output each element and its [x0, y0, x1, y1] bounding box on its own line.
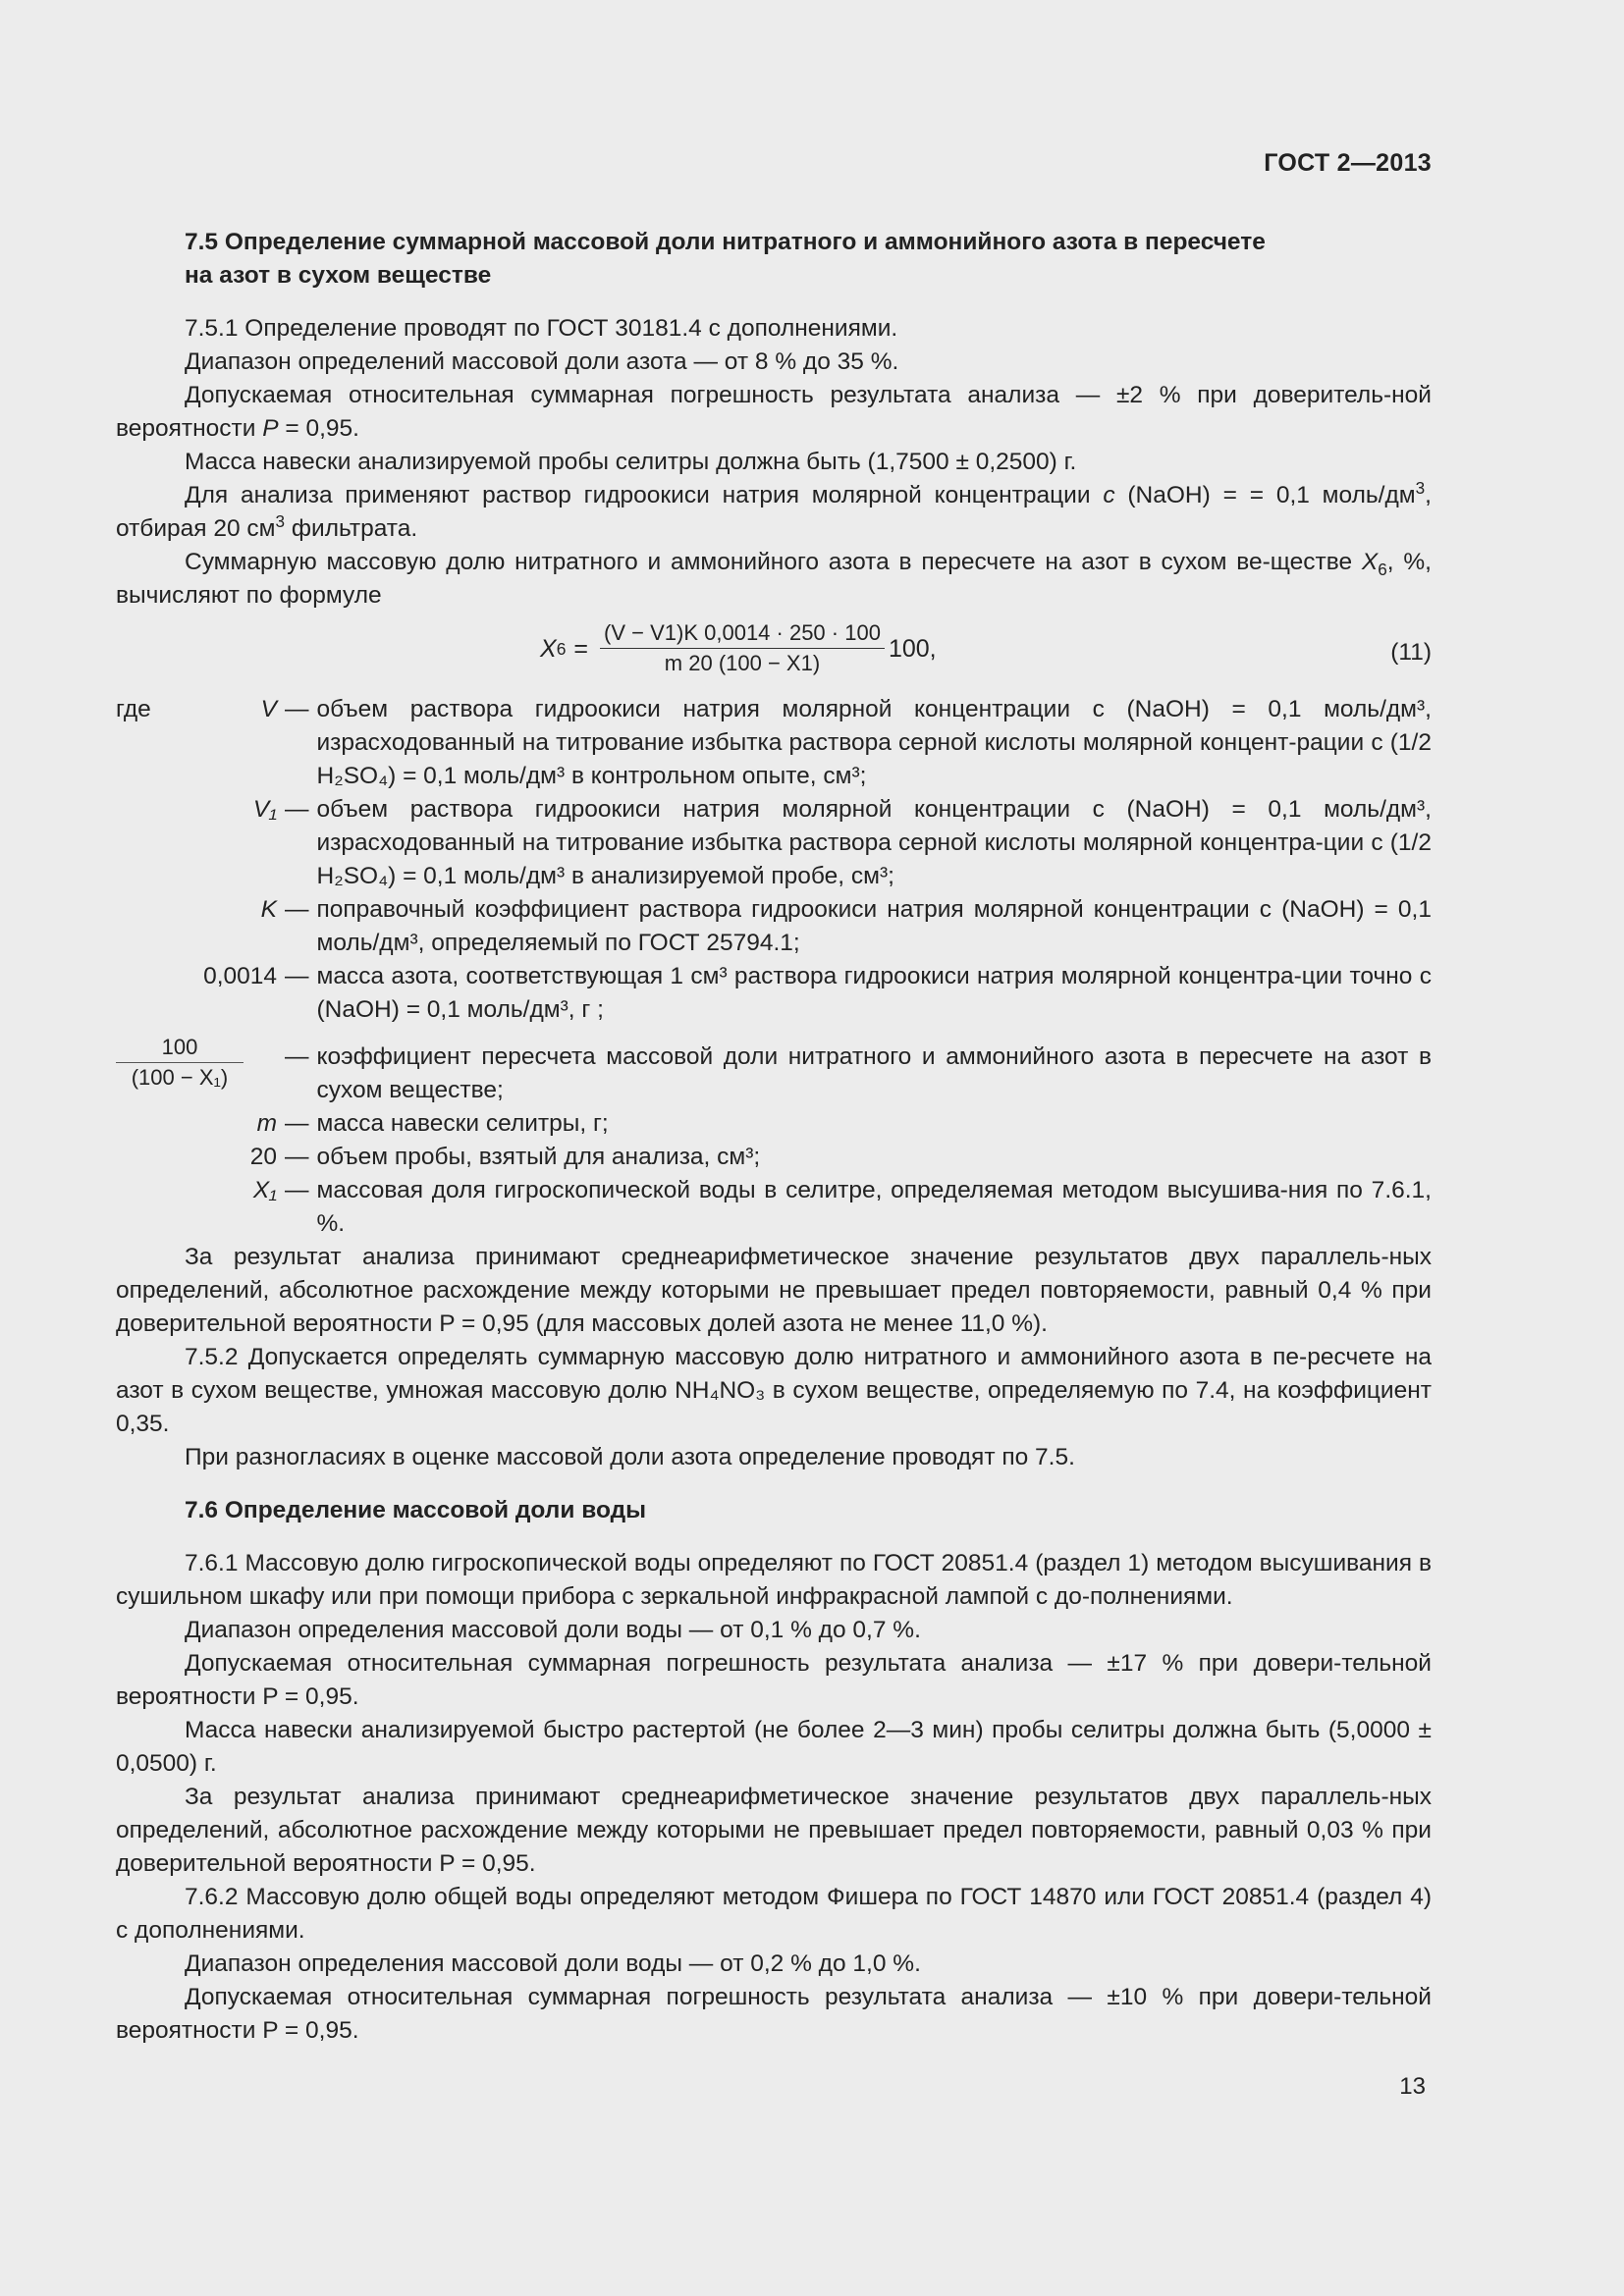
- where-symbol: K: [260, 896, 277, 923]
- text-run: (NaOH) = = 0,1 моль/дм: [1114, 482, 1416, 508]
- section-7-5-title: [185, 226, 1432, 293]
- where-description: поправочный коэффициент раствора гидроокиси натрия молярной концентрации c (NaOH) = 0,1 моль/дм³, определяемый по ГОСТ 25794.1;: [316, 896, 1432, 956]
- where-item: 20 — объем пробы, взятый для анализа, см³;: [116, 1141, 1432, 1174]
- where-description: массовая доля гигроскопической воды в селитре, определяемая методом высушива-ния по 7.6.1, %.: [316, 1177, 1432, 1237]
- where-description: коэффициент пересчета массовой доли нитратного и аммонийного азота в пересчете на азот в сухом веществе;: [316, 1043, 1432, 1103]
- superscript: 3: [1415, 477, 1426, 498]
- paragraph-water-mass: Масса навески анализируемой быстро растертой (не более 2—3 мин) пробы селитры должна быть (5,0000 ± 0,0500) г.: [116, 1717, 1432, 1777]
- paragraph-7-5-1: 7.5.1 Определение проводят по ГОСТ 30181.4 с дополнениями.: [185, 315, 898, 342]
- where-description: масса навески селитры, г;: [316, 1110, 609, 1137]
- where-item: m — масса навески селитры, г;: [116, 1107, 1432, 1141]
- formula-expression: X 6 = $\frac{(V - V1)K 0,0014 \cdot 250 \cdot 100}{m 20 (100 - X1)}$ 100,: [540, 618, 937, 678]
- symbol-p: P: [262, 415, 279, 442]
- where-item: X₁ — массовая доля гигроскопической воды в селитре, определяемая методом высушива-ния по 7.6.1, %.: [116, 1174, 1432, 1241]
- document-id-header: ГОСТ 2—2013: [1264, 149, 1432, 177]
- paragraph-7-6-1: 7.6.1 Массовую долю гигроскопической воды определяют по ГОСТ 20851.4 (раздел 1) методом высушивания в сушильном шкафу или при помощи прибора с зеркальной инфракрасной лампой с до-полнениями.: [116, 1550, 1432, 1610]
- where-symbol: 0,0014: [203, 963, 277, 989]
- where-symbol: V₁: [252, 796, 277, 823]
- formula-11: [116, 616, 1432, 693]
- document-body: [116, 226, 1432, 2048]
- where-description: объем пробы, взятый для анализа, см³;: [316, 1144, 761, 1170]
- formula-lhs: X: [540, 634, 557, 663]
- paragraph-total-water-range: Диапазон определения массовой доли воды — от 0,2 % до 1,0 %.: [185, 1950, 921, 1977]
- where-item: V₁ — объем раствора гидроокиси натрия молярной концентрации c (NaOH) = 0,1 моль/дм³, израсходованный на титрование избытка раствора серной кислоты молярной концентра-ции c (1/2 H₂SO₄) = 0,1 моль/дм³ в анализируемой пробе, см³;: [116, 793, 1432, 893]
- symbol-x: X: [1361, 549, 1379, 575]
- where-item: где V — объем раствора гидроокиси натрия молярной концентрации c (NaOH) = 0,1 моль/дм³, израсходованный на титрование избытка раствора серной кислоты молярной концент-рации c (1/2 H₂SO₄) = 0,1 моль/дм³ в контрольном опыте, см³;: [116, 693, 1432, 793]
- section-7-5-title-line1: 7.5 Определение суммарной массовой доли нитратного и аммонийного азота в пересчете: [185, 229, 1266, 255]
- where-fraction-num: 100: [116, 1033, 244, 1063]
- section-7-6-title: 7.6 Определение массовой доли воды: [185, 1497, 647, 1523]
- where-description: объем раствора гидроокиси натрия молярной концентрации c (NaOH) = 0,1 моль/дм³, израсходованный на титрование избытка раствора серной кислоты молярной концент-рации c (1/2 H₂SO₄) = 0,1 моль/дм³ в контрольном опыте, см³;: [316, 696, 1432, 789]
- paragraph-water-result: За результат анализа принимают среднеарифметическое значение результатов двух параллель-ных определений, абсолютное расхождение между которыми не превышает предел повторяемости, равный 0,03 % при доверительной вероятности P = 0,95.: [116, 1784, 1432, 1877]
- paragraph-range: Диапазон определений массовой доли азота — от 8 % до 35 %.: [185, 348, 899, 375]
- paragraph-7-5-2: 7.5.2 Допускается определять суммарную массовую долю нитратного и аммонийного азота в пе-ресчете на азот в сухом веществе, умножая массовую долю NH₄NO₃ в сухом веществе, определяемую по 7.4, на коэффициент 0,35.: [116, 1344, 1432, 1437]
- page-number: 13: [1399, 2073, 1426, 2100]
- where-label: где: [116, 696, 151, 722]
- text-run: Для анализа применяют раствор гидроокиси натрия молярной концентрации: [185, 482, 1104, 508]
- text-run: Допускаемая относительная суммарная погрешность результата анализа — ±2 % при доверитель-ной вероятности: [116, 382, 1432, 442]
- formula-fraction: [600, 618, 885, 678]
- where-item: $\frac{100}{\text{(100 − X₁)}}$ — коэффициент пересчета массовой доли нитратного и аммонийного азота в пересчете на азот в сухом веществе;: [116, 1033, 1432, 1107]
- text-run: фильтрата.: [285, 515, 418, 542]
- equation-number: (11): [1390, 639, 1432, 666]
- where-item: 0,0014 — масса азота, соответствующая 1 см³ раствора гидроокиси натрия молярной концентра-ции точно c (NaOH) = 0,1 моль/дм³, г ;: [116, 960, 1432, 1027]
- paragraph-error: [116, 379, 1432, 446]
- paragraph-water-error: Допускаемая относительная суммарная погрешность результата анализа — ±17 % при довери-тельной вероятности P = 0,95.: [116, 1650, 1432, 1710]
- section-7-5-title-line2: на азот в сухом веществе: [185, 262, 492, 289]
- paragraph-water-range: Диапазон определения массовой доли воды — от 0,1 % до 0,7 %.: [185, 1617, 921, 1643]
- where-item: K — поправочный коэффициент раствора гидроокиси натрия молярной концентрации c (NaOH) = 0,1 моль/дм³, определяемый по ГОСТ 25794.1;: [116, 893, 1432, 960]
- paragraph-solution: [116, 479, 1432, 546]
- where-fraction-symbol: [116, 1033, 244, 1107]
- where-description: масса азота, соответствующая 1 см³ раствора гидроокиси натрия молярной концентра-ции точно c (NaOH) = 0,1 моль/дм³, г ;: [316, 963, 1432, 1023]
- where-symbol: m: [256, 1110, 277, 1137]
- where-fraction-den: (100 − X₁): [131, 1065, 229, 1090]
- where-symbol: V: [260, 696, 277, 722]
- where-description: объем раствора гидроокиси натрия молярной концентрации c (NaOH) = 0,1 моль/дм³, израсходованный на титрование избытка раствора серной кислоты молярной концентра-ции c (1/2 H₂SO₄) = 0,1 моль/дм³ в анализируемой пробе, см³;: [316, 796, 1432, 889]
- where-symbol: X₁: [252, 1177, 277, 1203]
- superscript: 3: [275, 510, 286, 531]
- formula-equals: =: [573, 634, 589, 663]
- text-run: = 0,95.: [278, 415, 359, 442]
- paragraph-total-water-error: Допускаемая относительная суммарная погрешность результата анализа — ±10 % при довери-тельной вероятности P = 0,95.: [116, 1984, 1432, 2044]
- text-run: Суммарную массовую долю нитратного и аммонийного азота в пересчете на азот в сухом ве-ществе: [185, 549, 1362, 575]
- symbol-c: c: [1103, 482, 1115, 508]
- paragraph-mass: Масса навески анализируемой пробы селитры должна быть (1,7500 ± 0,2500) г.: [185, 449, 1077, 475]
- where-list: [116, 693, 1432, 1241]
- paragraph-disagreement: При разногласиях в оценке массовой доли азота определение проводят по 7.5.: [185, 1444, 1075, 1470]
- paragraph-7-6-2: 7.6.2 Массовую долю общей воды определяют методом Фишера по ГОСТ 14870 или ГОСТ 20851.4 (раздел 4) с дополнениями.: [116, 1884, 1432, 1944]
- document-page: [116, 0, 1432, 2296]
- text-run: , %, вычисляют по формуле: [116, 549, 1432, 609]
- subscript: 6: [1378, 559, 1387, 579]
- where-symbol: 20: [249, 1144, 277, 1170]
- text-run: , отбирая 20 см: [116, 482, 1432, 542]
- paragraph-result: За результат анализа принимают среднеарифметическое значение результатов двух параллель-ных определений, абсолютное расхождение между которыми не превышает предел повторяемости, равный 0,4 % при доверительной вероятности P = 0,95 (для массовых долей азота не менее 11,0 %).: [116, 1244, 1432, 1337]
- paragraph-formula-intro: [116, 546, 1432, 613]
- formula-factor: 100,: [888, 634, 937, 663]
- formula-numerator: (V − V1)K 0,0014 · 250 · 100: [600, 618, 885, 649]
- formula-denominator: m 20 (100 − X1): [664, 651, 821, 675]
